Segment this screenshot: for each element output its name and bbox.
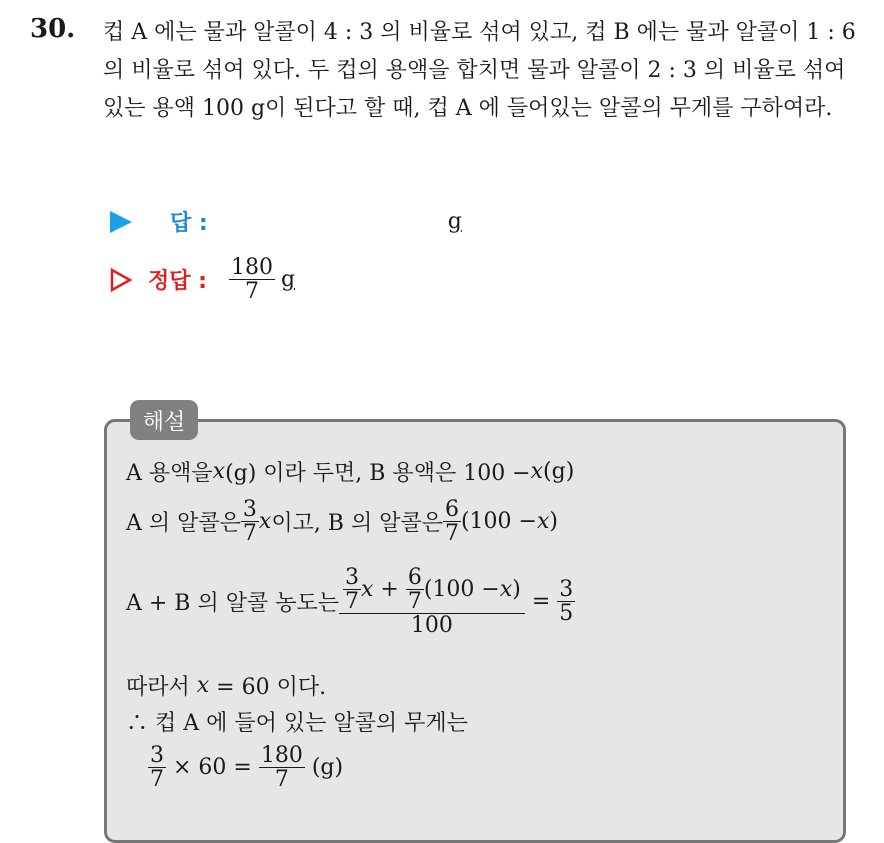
text: = xyxy=(524,589,558,615)
text: (g) 이라 두면, B 용액은 100 − xyxy=(225,461,531,486)
solution-line-2 xyxy=(126,498,558,545)
correct-answer-row xyxy=(110,256,295,303)
fraction-denominator: 7 xyxy=(407,589,422,615)
solution-badge: 해설 xyxy=(130,400,198,440)
fraction-6-7 xyxy=(406,566,424,613)
solution-line-1 xyxy=(126,456,574,487)
correct-answer-fraction xyxy=(229,256,275,303)
solution-line-6 xyxy=(148,744,343,791)
answer-label: 답 : xyxy=(170,211,208,236)
correct-answer-label: 정답 : xyxy=(148,269,207,295)
text: A 의 알콜은 xyxy=(126,511,241,537)
fraction-numerator: 3 xyxy=(150,743,164,768)
fraction-3-7 xyxy=(343,566,361,613)
solution-line-5: ∴ 컵 A 에 들어 있는 알콜의 무게는 xyxy=(126,711,468,736)
compound-numerator xyxy=(339,566,525,614)
fraction-numerator: 6 xyxy=(444,497,459,522)
solution-line-3 xyxy=(126,566,575,637)
question-number: 30. xyxy=(30,14,76,44)
text: 이고, B 의 알콜은 xyxy=(271,511,443,537)
fraction-numerator: 3 xyxy=(242,497,257,522)
fraction-3-5 xyxy=(557,578,575,625)
text: ) xyxy=(512,577,521,603)
fraction-numerator: 3 xyxy=(559,577,574,603)
text: × 60 = xyxy=(166,755,259,781)
answer-unit: g xyxy=(447,209,462,234)
text: (g) xyxy=(304,755,344,781)
text: (100 − xyxy=(423,577,500,603)
fraction-3-7 xyxy=(241,498,259,545)
question-text: 컵 A 에는 물과 알콜이 4 : 3 의 비율로 섞여 있고, 컵 B 에는 물과 알콜이 1 : 6 의 비율로 섞여 있다. 두 컵의 용액을 합치면 물과 알콜이 2 : 3 의 비율로 섞여있는 용액 100 g이 된다고 할 때, 컵 A 에 들어있는 알콜의 무게를 구하여라. xyxy=(103,20,856,121)
fraction-6-7 xyxy=(443,498,461,545)
text: = 60 이다. xyxy=(209,675,327,700)
fraction-denominator: 7 xyxy=(150,767,164,793)
text: (100 − xyxy=(460,509,537,535)
fraction-denominator: 7 xyxy=(444,521,459,547)
fraction-3-7 xyxy=(148,744,166,791)
fraction-denominator: 100 xyxy=(410,613,453,639)
answer-row xyxy=(110,206,462,237)
variable-x: x xyxy=(212,459,226,484)
variable-x: x xyxy=(536,509,550,535)
play-triangle-icon xyxy=(110,211,132,233)
fraction-numerator: 3 xyxy=(344,565,359,590)
fraction-numerator: 180 xyxy=(260,743,303,768)
variable-x: x xyxy=(360,577,374,603)
fraction-numerator: 180 xyxy=(230,255,273,280)
variable-x: x xyxy=(196,673,210,698)
text: A + B 의 알콜 농도는 xyxy=(126,591,339,617)
variable-x: x xyxy=(499,577,513,603)
fraction-180-7 xyxy=(259,744,305,791)
fraction-denominator: 7 xyxy=(244,279,259,305)
fraction-denominator: 5 xyxy=(559,601,574,627)
variable-x: x xyxy=(258,509,272,535)
text: ) xyxy=(549,509,558,535)
variable-x: x xyxy=(530,459,544,484)
concentration-fraction xyxy=(339,566,525,637)
text: + xyxy=(373,577,406,603)
solution-line-4 xyxy=(126,670,326,701)
text: (g) xyxy=(543,459,575,484)
outline-triangle-icon xyxy=(110,268,132,292)
fraction-denominator: 7 xyxy=(344,589,359,615)
text: A 용액을 xyxy=(126,461,213,486)
fraction-denominator: 7 xyxy=(274,767,289,793)
fraction-denominator: 7 xyxy=(242,521,257,547)
fraction-numerator: 6 xyxy=(407,565,422,590)
correct-answer-unit: g xyxy=(280,267,296,293)
text: 따라서 xyxy=(126,675,197,700)
